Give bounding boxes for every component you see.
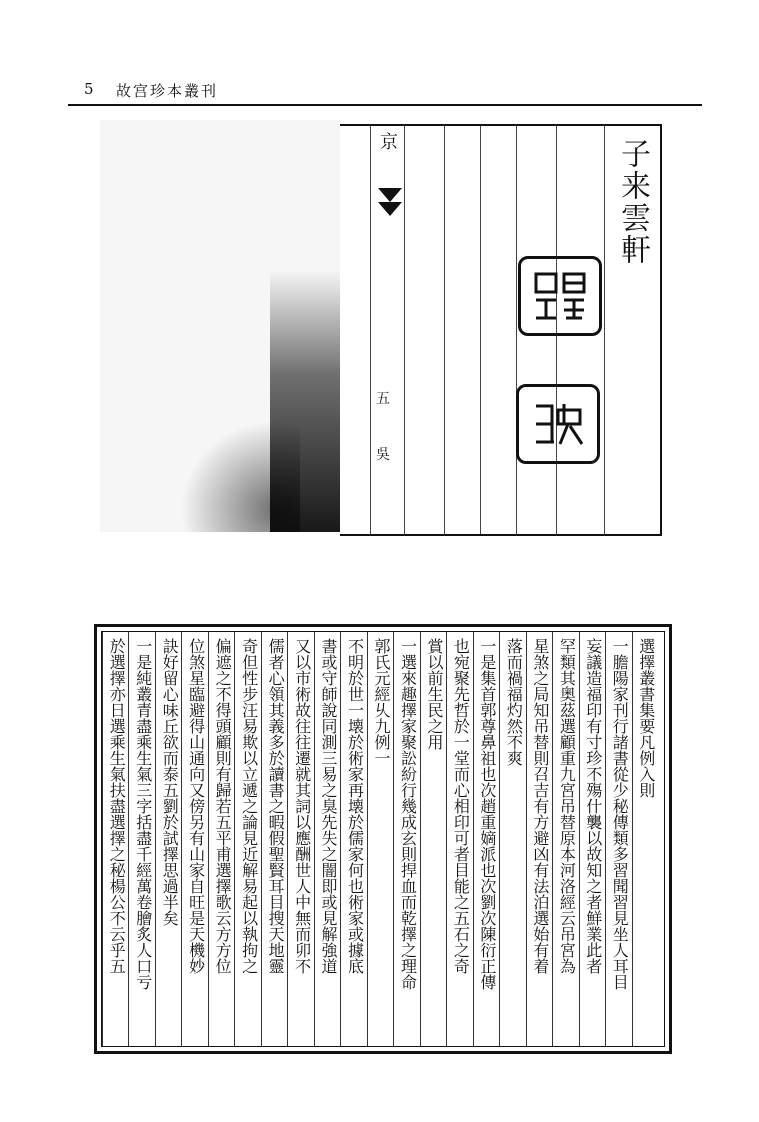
scan-shadow-spot <box>180 420 300 532</box>
column-rule <box>444 126 445 534</box>
seal-stamp-top <box>518 256 602 336</box>
text-column: 於選擇亦日選乘生氣扶盡選擇之秘楊公不云乎五 <box>107 638 127 974</box>
text-column: 位煞星臨避得山通向又傍另有山家自旺是天機妙 <box>186 638 206 974</box>
column-rule <box>605 632 606 1046</box>
text-column: 訣好留心味丘欲而泰五劉於試擇思過半矣 <box>160 638 180 926</box>
column-rule <box>155 632 156 1046</box>
text-column: 也宛聚先哲於一堂而心相印可者目能之五石之奇 <box>451 638 471 974</box>
column-rule <box>632 632 633 1046</box>
spine-mark-bottom: 吳 <box>376 447 390 463</box>
series-title: 故宫珍本叢刊 <box>116 82 219 100</box>
text-column: 一選來趣擇家聚訟紛行幾成玄則捍血而乾擇之理命 <box>398 638 418 990</box>
column-rule <box>367 632 368 1046</box>
column-rule <box>420 632 421 1046</box>
book-title: 子来雲軒 <box>615 138 650 266</box>
column-rule <box>181 632 182 1046</box>
title-leaf <box>340 124 662 536</box>
column-rule <box>404 126 405 534</box>
text-column: 賞以前生民之用 <box>424 638 444 750</box>
seal-glyph-icon <box>528 396 588 452</box>
text-column: 奇但性步汪易欺以立遞之論見近解易起以執拘之 <box>239 638 259 974</box>
column-rule <box>499 632 500 1046</box>
spine-mark-top: 京 <box>377 132 398 150</box>
column-rule <box>314 632 315 1046</box>
page-number: 5 <box>84 80 94 98</box>
column-rule <box>287 632 288 1046</box>
column-rule <box>446 632 447 1046</box>
blank-leaf <box>100 120 340 532</box>
text-leaf <box>94 624 672 1054</box>
column-rule <box>516 126 517 534</box>
column-rule <box>102 632 103 1046</box>
seal-glyph-icon <box>530 268 590 324</box>
column-rule <box>604 126 605 534</box>
column-rule <box>234 632 235 1046</box>
text-column: 又以市術故往往遷就其詞以應酬世人中無而卯不 <box>292 638 312 974</box>
text-column: 一是集首郭尊鼻祖也次趙重嫡派也次劉次陳衍正傳 <box>477 638 497 990</box>
column-rule <box>128 632 129 1046</box>
text-column: 妄議造福印有寸珍不殤什襲以故知之者鮮業此者 <box>583 638 603 974</box>
fish-tail-mark <box>378 188 402 202</box>
text-column: 星煞之局知吊替則召吉有方避凶有法泊選始有着 <box>530 638 550 974</box>
text-column: 一膽陽家刊行諸書從少秘傳類多習聞習見坐人耳目 <box>610 638 630 990</box>
column-rule <box>480 126 481 534</box>
spine-mark-mid: 五 <box>376 391 390 407</box>
text-column: 儒者心領其義多於讀書之暇假聖賢耳目搜天地靈 <box>266 638 286 974</box>
column-rule <box>579 632 580 1046</box>
text-column: 落而禍福灼然不爽 <box>504 638 524 766</box>
text-column: 一是純叢青盡乘生氣三字括盡千經萬卷膾炙人口亏 <box>133 638 153 990</box>
column-rule <box>552 632 553 1046</box>
column-rule <box>208 632 209 1046</box>
text-column: 郭氏元經乆九例一 <box>372 638 391 766</box>
text-column: 不明於世一壊於術家再壊於儒家何也術家或據底 <box>345 638 365 974</box>
fish-tail-mark <box>378 202 402 216</box>
column-rule <box>393 632 394 1046</box>
column-rule <box>370 126 371 534</box>
text-column: 偏遮之不得頭顧則有歸若五平甫選擇歌云方方位 <box>213 638 233 974</box>
column-rule <box>340 632 341 1046</box>
text-column: 書或守師說同測三易之臭先失之闇即或見解強道 <box>319 638 339 974</box>
seal-stamp-bottom <box>516 384 600 464</box>
text-columns <box>101 631 665 1047</box>
column-rule <box>261 632 262 1046</box>
column-rule <box>526 632 527 1046</box>
column-rule <box>473 632 474 1046</box>
text-column: 選擇叢書集要凡例入則 <box>636 638 656 798</box>
text-column: 罕類其奥茲選顧重九宮吊替原本河洛經云吊宮為 <box>557 638 577 974</box>
page-header <box>68 74 702 106</box>
